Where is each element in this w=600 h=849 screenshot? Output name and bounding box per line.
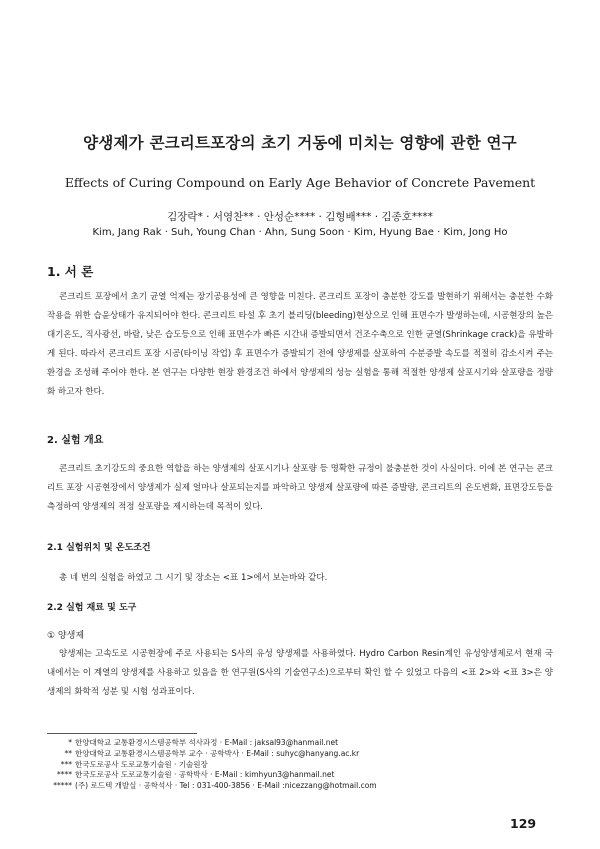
section-2-1-paragraph: 총 네 번의 실험을 하였고 그 시기 및 장소는 <표 1>에서 보는바와 같다. — [59, 573, 328, 583]
footnote-item — [40, 749, 560, 760]
authors-korean: 김장락* · 서영찬** · 안성순**** · 김형배*** · 김종호**** — [167, 211, 433, 223]
authors-english: Kim, Jang Rak · Suh, Young Chan · Ahn, Sung Soon · Kim, Hyung Bae · Kim, Jong Ho — [92, 227, 508, 238]
footnote-item — [40, 738, 560, 749]
footnote-mark: **** — [57, 770, 72, 780]
footnote-text: 한국도로공사 도로교통기술원 · 공학박사 · E-Mail : kimhyun3@hanmail.net — [75, 770, 335, 780]
item-curing-compound: ① 양생제 — [47, 631, 85, 641]
footnote-text: 한양대학교 교통환경시스템공학부 교수 · 공학박사 · E-Mail : suhyc@hanyang.ac.kr — [75, 748, 360, 758]
section-2-1-heading: 2.1 실험위치 및 온도조건 — [47, 543, 151, 553]
footnote-mark: *** — [60, 759, 72, 769]
footnote-text: 한국도로공사 도로교통기술원 · 기술원장 — [75, 759, 208, 769]
footnote-divider — [47, 733, 197, 734]
title-korean: 양생제가 콘크리트포장의 초기 거동에 미치는 영향에 관한 연구 — [83, 134, 517, 152]
section-2-paragraph: 콘크리트 초기강도의 중요한 역할을 하는 양생제의 살포시기나 살포량 등 명확한 규정이 불충분한 것이 사실이다. 이에 본 연구는 콘크리트 포장 시공현장에서 양생제가 실제 얼마나 살포되는지를 파악하고 양생제 살포량에 따른 증발량, 콘크리트의 온도변화, 표면강도등을 측정하여 양생제의 적정 살포량을 제시하는데 목적이 있다. — [47, 464, 553, 512]
footnote-item — [40, 770, 560, 781]
title-english: Effects of Curing Compound on Early Age Behavior of Concrete Pavement — [64, 175, 536, 190]
footnote-mark: ***** — [53, 781, 72, 791]
footnotes — [40, 738, 560, 792]
page-number: 129 — [510, 816, 537, 831]
footnote-text: 한양대학교 교통환경시스템공학부 석사과정 · E-Mail : jaksal93@hanmail.net — [75, 738, 339, 747]
section-1-heading: 1. 서 론 — [47, 264, 94, 279]
footnote-mark: ** — [64, 748, 72, 758]
section-2-2-heading: 2.2 실험 재료 및 도구 — [47, 603, 137, 613]
footnote-text: (주) 로드텍 개발실 · 공학석사 · Tel : 031-400-3856 · E-Mail :nicezzang@hotmail.com — [75, 781, 377, 791]
footnote-item — [40, 781, 560, 792]
section-2-heading: 2. 실험 개요 — [47, 435, 104, 446]
footnote-item — [40, 760, 560, 771]
section-1-paragraph: 콘크리트 포장에서 초기 균열 억제는 장기공용성에 큰 영향을 미친다. 콘크리트 포장이 충분한 강도를 발현하기 위해서는 충분한 수화작용을 위한 습윤상태가 유지되어야 한다. 콘크리트 타설 후 초기 블리딩(bleeding)현상으로 인해 표면수가 발생하는데, 시공현장의 높은 대기온도, 직사광선, 바람, 낮은 습도등으로 인해 표면수가 빠른 시간내 증발되면서 건조수축으로 인한 균열(Shrinkage crack)을 유발하게 된다. 따라서 콘크리트 포장 시공(타이닝 작업) 후 표면수가 증발되기 전에 양생제를 살포하여 수분증발 속도를 적절히 감소시켜 주는 환경을 조성해 주어야 한다. 본 연구는 다양한 현장 환경조건 하에서 양생제의 성능 실험을 통해 적절한 양생제 살포시기와 살포량을 정량화 하고자 한다. — [47, 292, 553, 397]
section-2-2-paragraph: 양생제는 고속도로 시공현장에 주로 사용되는 S사의 유성 양생제를 사용하였다. Hydro Carbon Resin계인 유성양생제로서 현재 국내에서는 이 계열의 양생제를 사용하고 있음을 한 연구원(S사의 기술연구소)으로부터 확인 할 수 있었고 다음의 <표 2>와 <표 3>은 양생제의 화학적 성분 및 시험 성과표이다. — [47, 649, 553, 697]
footnote-mark: * — [68, 738, 72, 747]
